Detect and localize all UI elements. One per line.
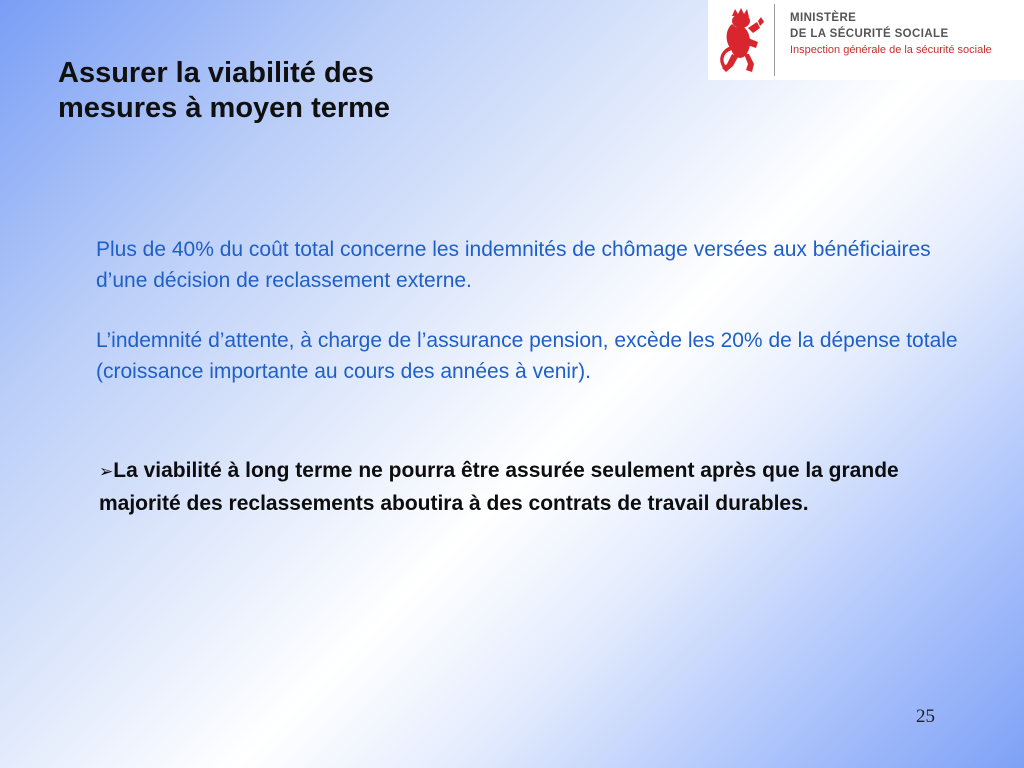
arrow-bullet-icon: ➢ [99,462,114,482]
slide-title [58,56,498,126]
bullet-text: La viabilité à long terme ne pourra être assurée seulement après que la grande majorité des reclassements aboutira à des contrats de travail durables. [99,459,899,515]
logo-line-securite-sociale: DE LA SÉCURITÉ SOCIALE [790,28,949,40]
slide-title-line-2: mesures à moyen terme [58,92,391,124]
logo-text [790,10,1022,58]
logo-line-inspection: Inspection générale de la sécurité sociale [790,44,992,56]
red-lion-icon [710,6,766,74]
slide-title-line-1: Assurer la viabilité des [58,57,374,89]
paragraph-unemployment-cost: Plus de 40% du coût total concerne les indemnités de chômage versées aux bénéficiaires d’une décision de reclassement externe. [96,238,931,292]
paragraph-waiting-allowance: L’indemnité d’attente, à charge de l’assurance pension, excède les 20% de la dépense totale (croissance importante au cours des années à venir). [96,329,958,383]
page-number: 25 [916,706,935,727]
logo-line-ministere: MINISTÈRE [790,12,857,24]
bullet-long-term-viability [99,455,979,519]
ministry-logo [708,0,1024,80]
logo-divider [774,4,775,76]
